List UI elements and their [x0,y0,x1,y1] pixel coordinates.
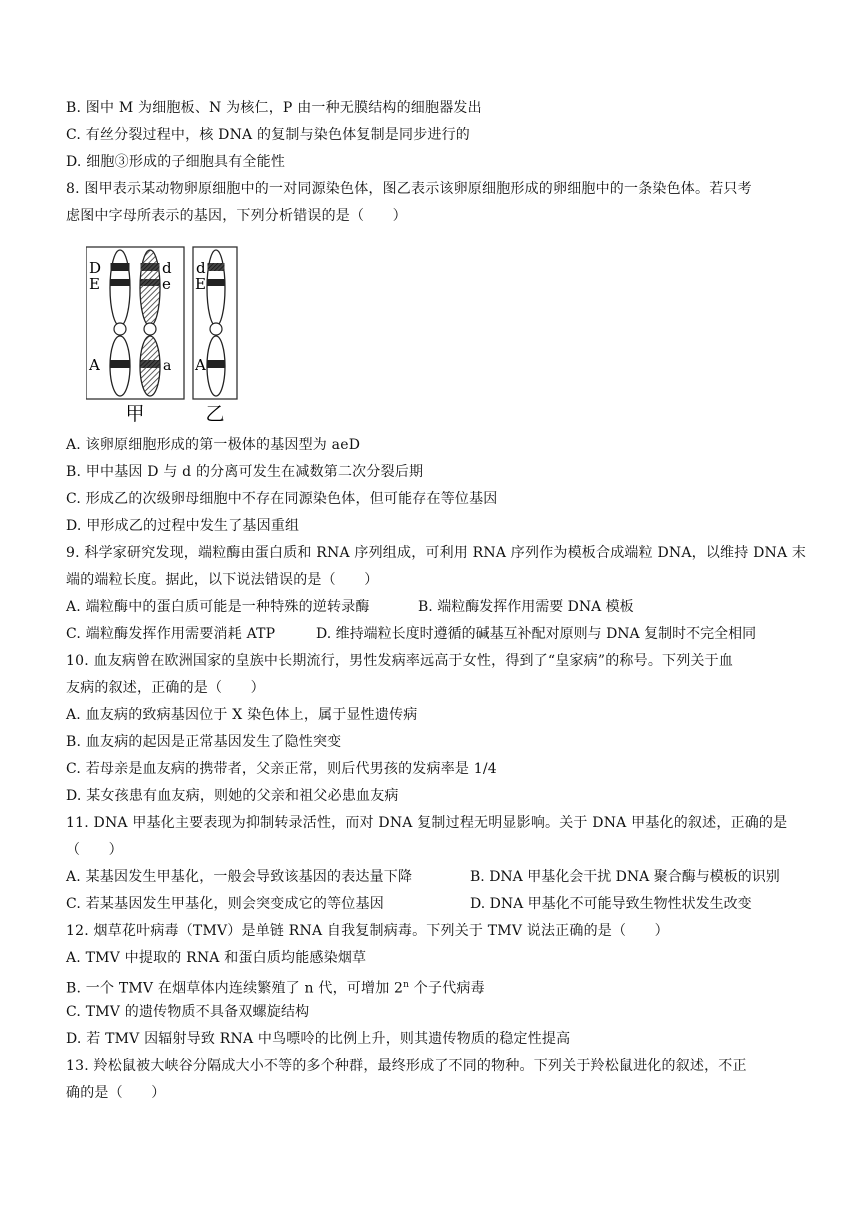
q9-stem-line-2: 端的端粒长度。据此，以下说法错误的是（ ） [66,572,379,588]
q7-option-d: D. 细胞③形成的子细胞具有全能性 [66,154,286,170]
q8-option-b: B. 甲中基因 D 与 d 的分离可发生在减数第二次分裂后期 [66,464,424,480]
q9-stem-line-1: 9. 科学家研究发现，端粒酶由蛋白质和 RNA 序列组成，可利用 RNA 序列作为模板合成端粒 DNA，以维持 DNA 末 [66,545,807,561]
q9-option-b: B. 端粒酶发挥作用需要 DNA 模板 [418,599,634,615]
q9-option-a: A. 端粒酶中的蛋白质可能是一种特殊的逆转录酶 [66,599,370,615]
panel-jia-label: 甲 [125,403,145,425]
gene-label-E: E [89,275,100,293]
q8-option-d: D. 甲形成乙的过程中发生了基因重组 [66,518,300,534]
q11-stem-line-1: 11. DNA 甲基化主要表现为抑制转录活性，而对 DNA 复制过程无明显影响。关于 DNA 甲基化的叙述，正确的是 [66,815,788,831]
q11-option-a: A. 某基因发生甲基化，一般会导致该基因的表达量下降 [66,869,413,885]
yi-gene-label-E: E [195,275,206,293]
jia-right-chromosome [140,250,160,396]
q7-option-c: C. 有丝分裂过程中，核 DNA 的复制与染色体复制是同步进行的 [66,127,470,143]
q10-option-a: A. 血友病的致病基因位于 X 染色体上，属于显性遗传病 [66,707,418,723]
q8-option-a: A. 该卵原细胞形成的第一极体的基因型为 aeD [66,437,361,453]
q11-stem-line-2: （ ） [66,842,123,858]
q8-stem-line-1: 8. 图甲表示某动物卵原细胞中的一对同源染色体，图乙表示该卵原细胞形成的卵细胞中的一条染色体。若只考 [66,181,752,197]
q9-option-d: D. 维持端粒长度时遵循的碱基互补配对原则与 DNA 复制时不完全相同 [316,626,757,642]
q11-option-c: C. 若某基因发生甲基化，则会突变成它的等位基因 [66,896,384,912]
q11-option-d: D. DNA 甲基化不可能导致生物性状发生改变 [470,896,752,912]
chromosome-figure [86,246,246,430]
panel-yi-label: 乙 [205,403,225,425]
q9-option-c: C. 端粒酶发挥作用需要消耗 ATP [66,626,276,642]
q8-option-c: C. 形成乙的次级卵母细胞中不存在同源染色体，但可能存在等位基因 [66,491,498,507]
q13-stem-line-1: 13. 羚松鼠被大峡谷分隔成大小不等的多个种群，最终形成了不同的物种。下列关于羚松鼠进化的叙述，不正 [66,1058,747,1074]
q10-stem-line-2: 友病的叙述，正确的是（ ） [66,680,265,696]
q12-option-b [66,976,485,998]
q8-stem-line-2: 虑图中字母所表示的基因，下列分析错误的是（ ） [66,208,407,224]
q10-stem-line-1: 10. 血友病曾在欧洲国家的皇族中长期流行，男性发病率远高于女性，得到了“皇家病”的称号。下列关于血 [66,653,734,669]
q11-option-b: B. DNA 甲基化会干扰 DNA 聚合酶与模板的识别 [470,869,780,885]
q10-option-b: B. 血友病的起因是正常基因发生了隐性突变 [66,734,342,750]
q10-option-d: D. 某女孩患有血友病，则她的父亲和祖父必患血友病 [66,788,399,804]
q10-option-c: C. 若母亲是血友病的携带者，父亲正常，则后代男孩的发病率是 1/4 [66,761,497,777]
yi-gene-label-A: A [195,356,206,374]
yi-chromosome [207,250,225,396]
gene-label-d: d [162,259,172,277]
q12-option-d: D. 若 TMV 因辐射导致 RNA 中鸟嘌呤的比例上升，则其遗传物质的稳定性提高 [66,1031,571,1047]
q12-option-a: A. TMV 中提取的 RNA 和蛋白质均能感染烟草 [66,950,367,966]
q12-option-b-suffix: 个子代病毒 [409,980,485,997]
gene-label-A: A [89,356,100,374]
q12-option-c: C. TMV 的遗传物质不具备双螺旋结构 [66,1004,310,1020]
q12-stem: 12. 烟草花叶病毒（TMV）是单链 RNA 自我复制病毒。下列关于 TMV 说法正确的是（ ） [66,923,669,939]
gene-label-D: D [89,259,102,277]
q7-option-b: B. 图中 M 为细胞板、N 为核仁，P 由一种无膜结构的细胞器发出 [66,100,482,116]
gene-label-e: e [162,275,171,293]
q12-option-b-prefix: B. 一个 TMV 在烟草体内连续繁殖了 n 代，可增加 2 [66,980,404,997]
gene-label-a: a [163,358,172,374]
q13-stem-line-2: 确的是（ ） [66,1085,166,1101]
yi-gene-label-d: d [196,259,206,277]
jia-left-chromosome [110,250,130,396]
q12-option-b-exponent: n [403,980,410,990]
